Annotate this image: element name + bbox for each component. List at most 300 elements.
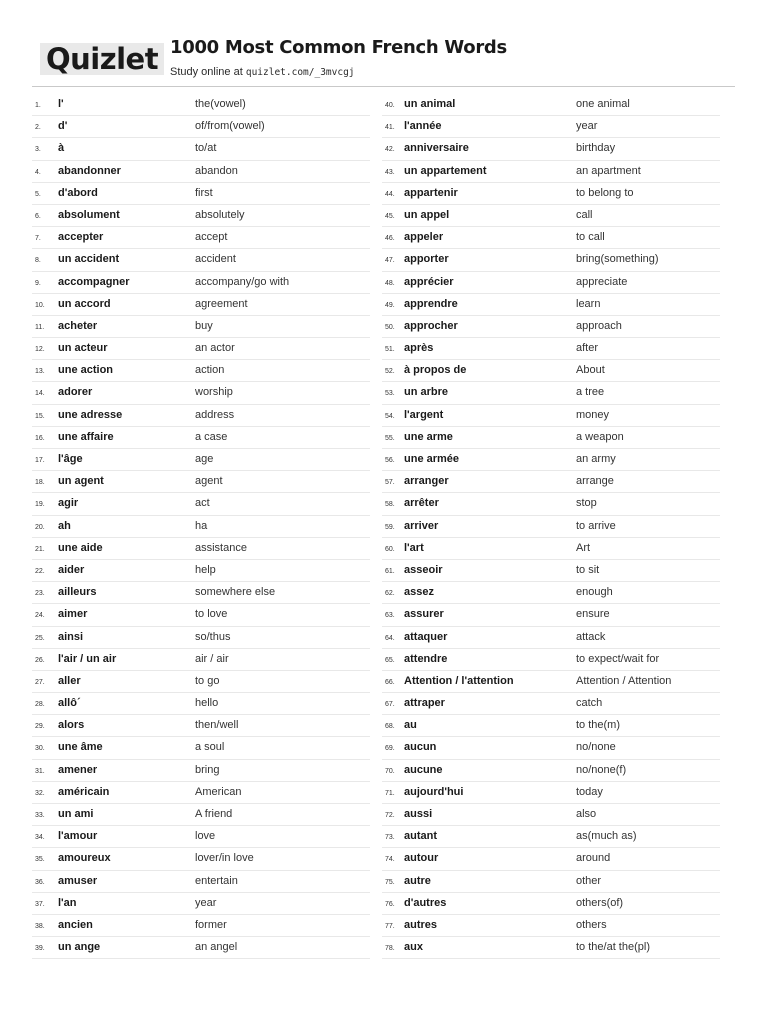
row-number: 7.: [35, 235, 41, 243]
english-definition: so/thus: [195, 630, 231, 643]
row-number: 17.: [35, 457, 45, 464]
row-number: 38.: [35, 922, 45, 930]
word-row: [32, 449, 370, 471]
word-row: [32, 493, 370, 515]
english-definition: accident: [195, 253, 236, 266]
english-definition: ha: [195, 519, 208, 532]
english-definition: to belong to: [576, 186, 634, 199]
word-row: [382, 338, 720, 360]
row-number: 53.: [385, 390, 395, 398]
word-row: [382, 893, 720, 915]
french-term: aujourd'hui: [404, 785, 464, 798]
english-definition: somewhere else: [195, 586, 276, 599]
english-definition: a soul: [195, 741, 225, 754]
row-number: 52.: [385, 368, 395, 376]
english-definition: also: [576, 808, 597, 820]
english-definition: to the/at the(pl): [576, 941, 650, 954]
french-term: d'autres: [404, 896, 447, 909]
french-term: aucun: [404, 741, 437, 754]
word-row: [32, 94, 370, 116]
french-term: une armée: [404, 453, 460, 465]
french-term: un accident: [58, 253, 120, 266]
word-row: [32, 804, 370, 826]
word-row: [382, 848, 720, 870]
row-number: 1.: [35, 102, 41, 109]
english-definition: others: [576, 918, 607, 931]
english-definition: no/none: [576, 741, 616, 754]
word-row: [382, 116, 720, 138]
row-number: 78.: [385, 945, 395, 953]
word-row: [32, 737, 370, 759]
word-row: [32, 649, 370, 671]
english-definition: About: [576, 364, 605, 377]
french-term: à propos de: [404, 364, 467, 377]
row-number: 49.: [385, 301, 395, 309]
english-definition: year: [576, 120, 598, 133]
french-term: l'amour: [58, 830, 98, 843]
row-number: 68.: [385, 723, 395, 731]
english-definition: love: [195, 830, 216, 843]
english-definition: arrange: [576, 475, 614, 488]
english-definition: as(much as): [576, 830, 637, 843]
row-number: 55.: [385, 434, 395, 442]
english-definition: to the(m): [576, 719, 621, 732]
row-number: 32.: [35, 789, 45, 797]
french-term: l': [58, 98, 64, 110]
english-definition: year: [195, 896, 217, 909]
english-definition: to sit: [576, 563, 600, 576]
row-number: 25.: [35, 634, 45, 642]
row-number: 46.: [385, 235, 395, 243]
quizlet-logo: Quizlet: [40, 43, 164, 75]
french-term: aussi: [404, 808, 433, 820]
page-subtitle: [170, 66, 355, 78]
row-number: 11.: [35, 323, 45, 331]
english-definition: agent: [195, 475, 223, 488]
row-number: 24.: [35, 612, 45, 620]
row-number: 9.: [35, 279, 41, 287]
word-row: [382, 737, 720, 759]
row-number: 72.: [385, 812, 395, 819]
row-number: 21.: [35, 545, 45, 553]
row-number: 34.: [35, 834, 45, 842]
row-number: 43.: [385, 168, 395, 176]
french-term: aider: [58, 563, 85, 576]
word-row: [382, 360, 720, 382]
english-definition: appreciate: [576, 275, 628, 288]
word-row: [382, 94, 720, 116]
word-row: [382, 316, 720, 338]
french-term: autre: [404, 874, 431, 887]
word-row: [32, 715, 370, 737]
french-term: appeler: [404, 231, 444, 244]
english-definition: accompany/go with: [195, 275, 290, 288]
french-term: un accord: [58, 297, 111, 310]
english-definition: to/at: [195, 142, 217, 155]
page-title: 1000 Most Common French Words: [170, 37, 507, 58]
row-number: 16.: [35, 434, 45, 442]
french-term: ailleurs: [58, 586, 97, 599]
english-definition: after: [576, 342, 599, 355]
word-row: [32, 760, 370, 782]
french-term: attendre: [404, 652, 448, 665]
french-term: au: [404, 719, 417, 732]
english-definition: birthday: [576, 142, 616, 155]
row-number: 5.: [35, 190, 41, 198]
word-row: [382, 205, 720, 227]
english-definition: one animal: [576, 98, 630, 110]
french-term: aimer: [58, 608, 88, 621]
word-row: [382, 138, 720, 160]
row-number: 31.: [35, 767, 45, 775]
english-definition: attack: [576, 630, 606, 643]
english-definition: ensure: [576, 608, 610, 621]
row-number: 71.: [385, 789, 395, 797]
french-term: l'an: [58, 896, 77, 909]
row-number: 74.: [385, 856, 395, 864]
row-number: 30.: [35, 745, 45, 753]
word-row: [382, 449, 720, 471]
french-term: arriver: [404, 519, 439, 532]
row-number: 20.: [35, 523, 45, 531]
row-number: 12.: [35, 346, 45, 354]
word-row: [32, 183, 370, 205]
row-number: 59.: [385, 523, 395, 531]
row-number: 57.: [385, 479, 395, 487]
english-definition: to expect/wait for: [576, 652, 660, 665]
english-definition: to call: [576, 231, 605, 244]
word-row: [32, 937, 370, 959]
word-row: [32, 848, 370, 870]
french-term: arrêter: [404, 497, 439, 510]
word-row: [32, 360, 370, 382]
french-term: assurer: [404, 608, 444, 621]
french-term: aller: [58, 674, 81, 687]
english-definition: to love: [195, 608, 228, 621]
word-row: [32, 161, 370, 183]
english-definition: American: [195, 785, 242, 798]
row-number: 56.: [385, 457, 395, 464]
english-definition: the(vowel): [195, 98, 246, 110]
word-row: [382, 826, 720, 848]
french-term: adorer: [58, 386, 93, 399]
english-definition: no/none(f): [576, 763, 627, 776]
row-number: 73.: [385, 834, 395, 842]
french-term: un ange: [58, 941, 101, 954]
french-term: amener: [58, 763, 98, 776]
english-definition: stop: [576, 497, 597, 510]
word-row: [32, 893, 370, 915]
word-row: [382, 249, 720, 271]
french-term: une affaire: [58, 430, 114, 443]
word-row: [32, 782, 370, 804]
english-definition: assistance: [195, 541, 247, 554]
row-number: 51.: [385, 346, 395, 354]
english-definition: others(of): [576, 896, 624, 909]
word-row: [382, 227, 720, 249]
french-term: l'année: [404, 120, 442, 133]
word-row: [32, 560, 370, 582]
french-term: l'âge: [58, 453, 83, 465]
french-term: attaquer: [404, 630, 448, 643]
english-definition: absolutely: [195, 208, 245, 221]
row-number: 6.: [35, 212, 41, 220]
french-term: un agent: [58, 475, 104, 488]
row-number: 18.: [35, 479, 45, 487]
word-row: [32, 582, 370, 604]
french-term: un arbre: [404, 386, 449, 399]
word-row: [32, 693, 370, 715]
english-definition: Attention / Attention: [576, 674, 672, 687]
word-row: [32, 294, 370, 316]
word-row: [32, 627, 370, 649]
word-row: [32, 138, 370, 160]
french-term: l'air / un air: [58, 652, 117, 665]
word-row: [32, 516, 370, 538]
word-row: [382, 471, 720, 493]
french-term: un ami: [58, 808, 94, 820]
english-definition: entertain: [195, 874, 238, 887]
word-row: [382, 560, 720, 582]
french-term: ah: [58, 519, 71, 532]
english-definition: an angel: [195, 941, 238, 954]
word-row: [382, 871, 720, 893]
french-term: Attention / l'attention: [404, 674, 514, 687]
french-term: amoureux: [58, 852, 111, 865]
english-definition: first: [195, 186, 213, 199]
row-number: 35.: [35, 856, 45, 864]
row-number: 39.: [35, 945, 45, 953]
english-definition: around: [576, 852, 611, 865]
english-definition: age: [195, 453, 214, 465]
row-number: 14.: [35, 390, 45, 398]
row-number: 65.: [385, 656, 395, 664]
french-term: acheter: [58, 319, 98, 332]
french-term: allô´: [58, 697, 81, 710]
english-definition: approach: [576, 319, 622, 332]
french-term: arranger: [404, 475, 449, 488]
french-term: amuser: [58, 874, 98, 887]
row-number: 54.: [385, 412, 395, 420]
page-header: [0, 0, 768, 88]
french-term: une âme: [58, 741, 103, 754]
row-number: 37.: [35, 900, 45, 908]
english-definition: today: [576, 785, 603, 798]
english-definition: bring: [195, 763, 220, 776]
word-row: [382, 693, 720, 715]
row-number: 19.: [35, 501, 45, 509]
word-row: [32, 826, 370, 848]
word-row: [32, 116, 370, 138]
row-number: 15.: [35, 412, 45, 420]
left-word-column: [32, 94, 370, 959]
french-term: apprendre: [404, 297, 458, 310]
english-definition: learn: [576, 297, 601, 310]
word-row: [382, 804, 720, 826]
word-row: [32, 227, 370, 249]
english-definition: hello: [195, 697, 219, 710]
french-term: ancien: [58, 918, 93, 931]
right-word-column: [382, 94, 720, 959]
french-term: un animal: [404, 98, 456, 110]
french-term: un appel: [404, 208, 450, 221]
word-row: [32, 604, 370, 626]
french-term: à: [58, 142, 65, 155]
row-number: 28.: [35, 701, 45, 709]
row-number: 50.: [385, 323, 395, 331]
row-number: 60.: [385, 545, 395, 553]
word-row: [382, 382, 720, 404]
word-row: [382, 183, 720, 205]
word-row: [32, 272, 370, 294]
word-row: [382, 516, 720, 538]
row-number: 42.: [385, 146, 395, 154]
english-definition: then/well: [195, 719, 239, 732]
row-number: 41.: [385, 124, 395, 132]
row-number: 64.: [385, 634, 395, 642]
french-term: abandonner: [58, 164, 121, 177]
row-number: 13.: [35, 368, 45, 376]
english-definition: worship: [195, 386, 233, 399]
english-definition: address: [195, 408, 235, 421]
row-number: 47.: [385, 257, 395, 265]
english-definition: action: [195, 364, 225, 377]
row-number: 61.: [385, 567, 395, 575]
row-number: 4.: [35, 168, 41, 176]
word-row: [382, 493, 720, 515]
word-row: [32, 538, 370, 560]
french-term: approcher: [404, 319, 458, 332]
french-term: une arme: [404, 430, 453, 443]
english-definition: bring(something): [576, 253, 659, 266]
english-definition: act: [195, 497, 210, 510]
row-number: 58.: [385, 501, 395, 509]
word-row: [32, 915, 370, 937]
french-term: aucune: [404, 763, 443, 776]
word-row: [32, 871, 370, 893]
word-row: [382, 649, 720, 671]
row-number: 76.: [385, 900, 395, 908]
row-number: 33.: [35, 812, 45, 819]
word-row: [32, 338, 370, 360]
row-number: 23.: [35, 590, 45, 598]
french-term: absolument: [58, 208, 120, 221]
row-number: 40.: [385, 102, 395, 109]
row-number: 67.: [385, 701, 395, 709]
word-row: [32, 382, 370, 404]
english-definition: lover/in love: [195, 852, 254, 865]
english-definition: an army: [576, 453, 616, 465]
word-row: [382, 671, 720, 693]
row-number: 62.: [385, 590, 395, 598]
english-definition: help: [195, 563, 216, 576]
word-row: [382, 715, 720, 737]
english-definition: a case: [195, 430, 228, 443]
row-number: 69.: [385, 745, 395, 753]
french-term: alors: [58, 719, 85, 732]
word-row: [382, 604, 720, 626]
english-definition: Art: [576, 541, 591, 554]
word-row: [382, 582, 720, 604]
row-number: 8.: [35, 257, 41, 265]
word-row: [382, 538, 720, 560]
row-number: 10.: [35, 301, 45, 309]
row-number: 22.: [35, 567, 45, 575]
french-term: d': [58, 120, 68, 133]
french-term: agir: [58, 497, 79, 510]
row-number: 66.: [385, 678, 395, 686]
word-row: [32, 427, 370, 449]
english-definition: catch: [576, 697, 603, 710]
french-term: assez: [404, 586, 434, 599]
word-row: [32, 471, 370, 493]
row-number: 45.: [385, 212, 395, 220]
english-definition: former: [195, 918, 227, 931]
subtitle-prefix: Study online at: [170, 66, 243, 78]
row-number: 3.: [35, 146, 41, 154]
french-term: une aide: [58, 541, 103, 554]
english-definition: a weapon: [576, 430, 624, 443]
row-number: 70.: [385, 767, 395, 775]
english-definition: accept: [195, 231, 228, 244]
english-definition: to go: [195, 674, 220, 687]
english-definition: an actor: [195, 342, 235, 355]
french-term: accompagner: [58, 275, 130, 288]
row-number: 77.: [385, 922, 395, 930]
french-term: aux: [404, 941, 423, 954]
word-row: [382, 937, 720, 959]
row-number: 63.: [385, 612, 395, 620]
english-definition: money: [576, 408, 610, 421]
french-term: une adresse: [58, 408, 123, 421]
english-definition: an apartment: [576, 164, 641, 177]
french-term: attraper: [404, 697, 445, 710]
french-term: apporter: [404, 253, 449, 266]
english-definition: agreement: [195, 297, 248, 310]
french-term: l'art: [404, 541, 424, 554]
row-number: 48.: [385, 279, 395, 287]
french-term: anniversaire: [404, 142, 469, 155]
english-definition: A friend: [195, 808, 233, 820]
french-term: un acteur: [58, 342, 108, 355]
word-row: [382, 782, 720, 804]
french-term: autant: [404, 830, 437, 843]
french-term: d'abord: [58, 186, 98, 199]
word-row: [32, 249, 370, 271]
english-definition: abandon: [195, 164, 238, 177]
word-row: [382, 161, 720, 183]
word-row: [382, 272, 720, 294]
english-definition: enough: [576, 586, 613, 599]
english-definition: a tree: [576, 386, 605, 399]
french-term: américain: [58, 785, 110, 798]
word-row: [382, 427, 720, 449]
word-row: [382, 915, 720, 937]
word-row: [32, 316, 370, 338]
english-definition: call: [576, 208, 593, 221]
word-row: [32, 671, 370, 693]
french-term: après: [404, 342, 434, 355]
french-term: ainsi: [58, 630, 84, 643]
english-definition: air / air: [195, 652, 229, 665]
english-definition: other: [576, 874, 602, 887]
english-definition: of/from(vowel): [195, 120, 265, 133]
row-number: 26.: [35, 656, 45, 664]
word-row: [32, 405, 370, 427]
word-row: [382, 294, 720, 316]
row-number: 27.: [35, 678, 45, 686]
header-divider: [32, 86, 735, 87]
